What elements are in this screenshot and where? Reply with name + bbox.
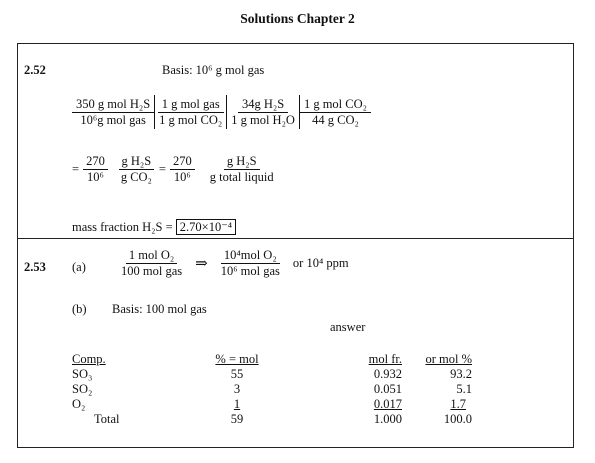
- ppm-text: or 10⁴ ppm: [292, 256, 349, 270]
- part-a-ratio-1: $\frac{\text{1 mol O₂}}{\text{100 mol gas}}$: [121, 248, 183, 278]
- basis-2-53: Basis: 100 mol gas: [112, 302, 207, 316]
- factor-4: [300, 97, 371, 128]
- page-title: Solutions Chapter 2: [240, 11, 355, 26]
- factor-2-num: 1 g mol gas: [158, 97, 224, 113]
- equals-sign-2: =: [158, 162, 166, 176]
- part-a-ratio-2: $\frac{\text{10⁴mol O₂}}{\text{10⁶ mol gas}}$: [220, 248, 280, 278]
- col-percent-mol: % = mol: [215, 352, 259, 366]
- composition-table: [72, 352, 472, 427]
- result-equation: [72, 154, 277, 185]
- col-mol-percent: or mol %: [425, 352, 472, 366]
- factor-4-num: 1 g mol CO₂: [300, 97, 371, 113]
- part-a-equation: [118, 248, 349, 279]
- factor-1-num: 350 g mol H₂S: [72, 97, 154, 113]
- mass-fraction-answer: 2.70×10⁻⁴: [176, 219, 236, 235]
- problem-number-2-53: 2.53: [24, 260, 46, 274]
- factor-2-den: 1 g mol CO₂: [159, 112, 223, 127]
- equals-sign: =: [72, 162, 80, 176]
- ratio-a: $\frac{270}{\text{10⁶}}$: [83, 154, 108, 185]
- unit-conversion-chain: [72, 95, 371, 129]
- col-comp: Comp.: [72, 352, 106, 366]
- part-b-label: (b): [72, 302, 87, 316]
- mass-fraction-label: mass fraction H₂S =: [72, 220, 173, 234]
- factor-3-num: 34g H₂S: [238, 97, 288, 113]
- problem-divider: [17, 238, 574, 239]
- answer-label: answer: [330, 320, 366, 334]
- factor-2: [155, 97, 226, 128]
- implies-arrow: ⇒: [195, 256, 208, 272]
- table-total-row: Total 59 1.000 100.0: [94, 412, 472, 426]
- factor-1-den: 10⁶g mol gas: [80, 112, 146, 127]
- table-row: SO₃ 55 0.932 93.2: [72, 367, 472, 381]
- mass-fraction-line: [72, 219, 236, 235]
- factor-3: [227, 97, 299, 128]
- ratio-d: $\frac{\text{g H₂S}}{\text{g total liquid}}$: [209, 154, 274, 184]
- col-mol-fraction: mol fr.: [368, 352, 402, 366]
- table-row: SO₂ 3 0.051 5.1: [72, 382, 472, 396]
- problem-number-2-52: 2.52: [24, 63, 46, 77]
- ratio-c: $\frac{270}{\text{10⁶}}$: [170, 154, 195, 185]
- table-row: O₂ 1 0.017 1.7: [72, 397, 466, 411]
- factor-3-den: 1 g mol H₂O: [231, 112, 295, 127]
- table-header-row: [72, 352, 472, 367]
- part-a-label: (a): [72, 260, 86, 274]
- factor-1: [72, 97, 154, 128]
- basis-2-52: Basis: 10⁶ g mol gas: [162, 63, 265, 77]
- factor-4-den: 44 g CO₂: [312, 112, 359, 127]
- ratio-b: $\frac{\text{g H₂S}}{\text{g CO₂}}$: [118, 154, 155, 185]
